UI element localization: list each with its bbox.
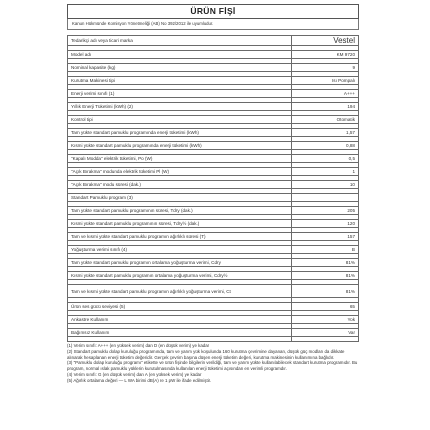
- spec-row: [68, 155, 359, 163]
- spec-row: [68, 116, 359, 124]
- spec-value: 205: [292, 207, 359, 215]
- spec-row: [68, 90, 359, 98]
- spec-value: 0,5: [292, 155, 359, 163]
- spec-label: "Açık Bırakma" modunda elektrik tüketimi Pl (W): [68, 168, 292, 176]
- spec-row: [68, 129, 359, 137]
- spec-value: 1,57: [292, 129, 359, 137]
- spec-value: Vestel: [292, 36, 359, 46]
- spec-value: 194: [292, 103, 359, 111]
- spec-row: [68, 259, 359, 267]
- spec-row: [68, 181, 359, 189]
- spec-row: [68, 168, 359, 176]
- spec-label: Kısmi yükte standart pamuklu programının süresi, Tdry½ (dak.): [68, 220, 292, 228]
- spec-label: Ankastre Kullanım: [68, 316, 292, 324]
- spec-value: 1: [292, 168, 359, 176]
- spec-value: 81%: [292, 272, 359, 280]
- spec-label: Kısmi yükte standart pamuklu programın ortalama yoğuşturma verimi, Cdry½: [68, 272, 292, 280]
- spec-row: [68, 329, 359, 337]
- footnote: (1) Verim sınıfı: A+++ (en yüksek verim) dan D (en düşük verim) ye kadar: [67, 343, 210, 348]
- regulation-line: Kanun Hükmünde Komisyon Yönetmeliği (AB) No 392/2012 ile uyumludur.: [67, 19, 359, 30]
- spec-label: Kontrol tipi: [68, 116, 292, 124]
- spec-row: [68, 194, 359, 202]
- spec-label: Yoğuşturma verimi sınıfı (4): [68, 246, 292, 254]
- footnote: (2) Standart pamuklu dolap kuruluğu programında, tam ve yarım yük koşulunda 160 kurutma çevrimine dayanan, düşük güç modları da dikkate alınarak hesaplanan enerji tüketim değeridir. Gerçek çevrim başına düşen enerji tüketim değeri, kurutma makinesinin kullanımına bağlıdır.: [67, 348, 345, 360]
- spec-label: Tam yükte standart pamuklu programın ortalama yoğuşturma verimi, Cdry: [68, 259, 292, 267]
- spec-row: [68, 64, 359, 72]
- spec-label: Tam yükte standart pamuklu programında enerji tüketimi (kWh): [68, 129, 292, 137]
- spec-label: Bağımsız Kullanım: [68, 329, 292, 337]
- spec-label: Nominal kapasite (kg): [68, 64, 292, 72]
- spec-label: Tam yükte standart pamuklu programının süresi, Tdry (dak.): [68, 207, 292, 215]
- spec-label: Tam ve kısmi yükte standart pamuklu programın ağırlıklı süresi (T): [68, 233, 292, 241]
- fiche-title: ÜRÜN FİŞİ: [67, 4, 359, 19]
- product-fiche: [67, 4, 359, 384]
- spec-label: Tedarikçi adı veya ticari marka: [68, 36, 292, 46]
- spec-value: 120: [292, 220, 359, 228]
- spec-row: [68, 77, 359, 85]
- spec-value: A+++: [292, 90, 359, 98]
- row-spacer: [68, 337, 359, 342]
- spec-value: 157: [292, 233, 359, 241]
- spec-row: [68, 142, 359, 150]
- footnotes: [67, 343, 359, 384]
- spec-row: [68, 207, 359, 215]
- footnote: (5) Ağırlık ortalama değeri — L WA birimi dB(A) re 1 pW ile ifade edilmiştir.: [67, 377, 212, 383]
- spec-label: Standart Pamuklu program (3): [68, 194, 292, 202]
- spec-label: Kısmi yükte standart pamuklu programında enerji tüketimi (kWh): [68, 142, 292, 150]
- spec-row: [68, 233, 359, 241]
- spec-label: Enerji verimi sınıfı (1): [68, 90, 292, 98]
- spec-value: [292, 194, 359, 202]
- spec-value: Isı Pompalı: [292, 77, 359, 85]
- spec-table: [67, 35, 359, 342]
- spec-label: Kurutma Makinesi tipi: [68, 77, 292, 85]
- spec-value: 81%: [292, 259, 359, 267]
- spec-value: 0,88: [292, 142, 359, 150]
- spec-value: Var: [292, 329, 359, 337]
- spec-label: "Açık Bırakma" modu süresi (dak.): [68, 181, 292, 189]
- footnote: (3) "Pamuklu dolap kuruluğu programı" etikette ve ürün fişinde bilgilerin verildiği, tam ve yarım yükte kullanılabilecek standart kurutma programıdır. Bu program, normal ıslak pamuklu yüklerin kurutulmasında kullanılan enerji tüketimi açısından en verimli programdır.: [67, 360, 358, 372]
- spec-row: [68, 220, 359, 228]
- spec-value: 81%: [292, 285, 359, 298]
- spec-row: [68, 103, 359, 111]
- spec-row: [68, 303, 359, 311]
- spec-label: "Kapalı Modda" elektrik tüketimi, Po (W): [68, 155, 292, 163]
- spec-row: [68, 246, 359, 254]
- spec-label: Yıllık Enerji Tüketimi (kWh) (2): [68, 103, 292, 111]
- spec-value: 9: [292, 64, 359, 72]
- spec-label: Model adı: [68, 51, 292, 59]
- spec-label: Tam ve kısmi yükte standart pamuklu programın ağırlıklı yoğuşturma verimi, Ct: [68, 285, 292, 298]
- spec-row: [68, 316, 359, 324]
- footnote: (4) Verim sınıfı: G (en düşük verim) dan A (en yüksek verim) ye kadar: [67, 371, 202, 377]
- spec-label: Ürün ses gücü seviyesi (5): [68, 303, 292, 311]
- spec-value: B: [292, 246, 359, 254]
- spec-value: Yok: [292, 316, 359, 324]
- spec-row: [68, 51, 359, 59]
- spec-value: 10: [292, 181, 359, 189]
- spec-row: [68, 285, 359, 298]
- spec-value: Otomatik: [292, 116, 359, 124]
- spec-row: [68, 272, 359, 280]
- spec-value: KM 9720: [292, 51, 359, 59]
- spec-row: [68, 36, 359, 46]
- spec-value: 65: [292, 303, 359, 311]
